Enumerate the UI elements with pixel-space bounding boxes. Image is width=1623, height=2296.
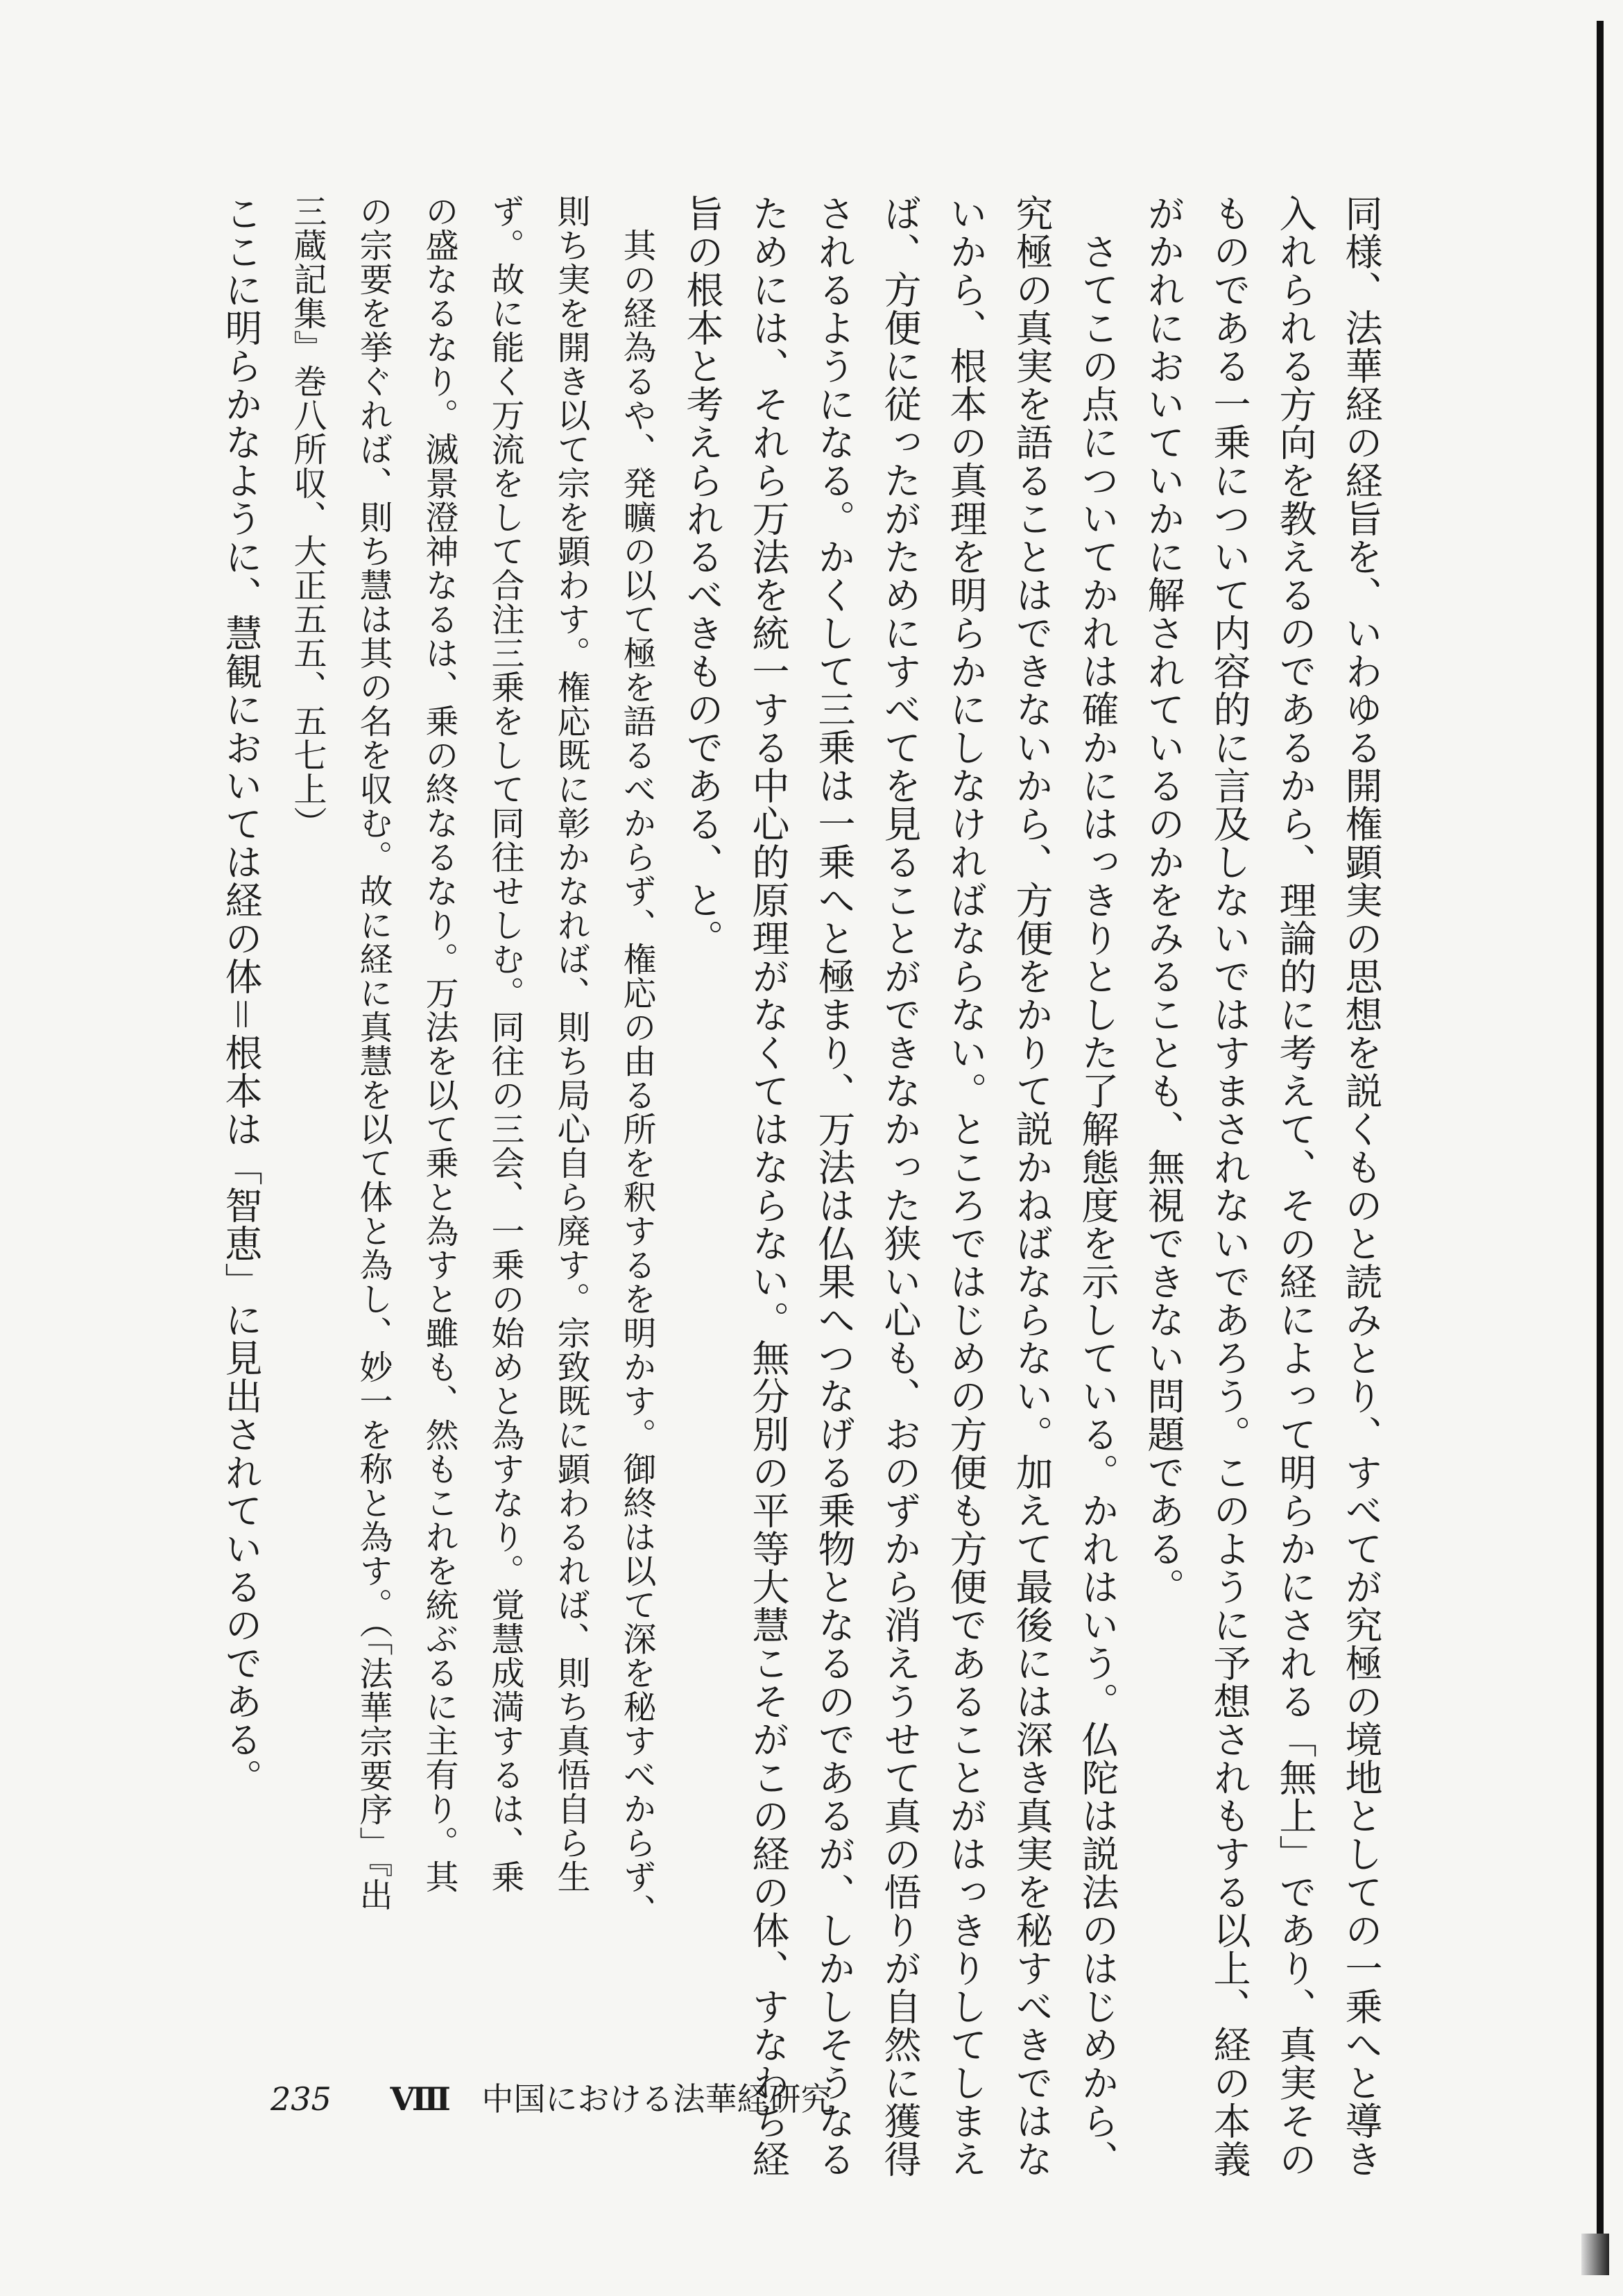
quote-line: 其の経為るや、発曠の以て極を語るべからず、権応の由る所を釈するを明かす。御終は以て深を秘すべからず、 xyxy=(617,194,656,1928)
page-number: 235 xyxy=(270,2080,332,2118)
text-line: 同様、法華経の経旨を、いわゆる開権顕実の思想を説くものと読みとり、すべてが究極の境地としての一乗へと導き xyxy=(1339,194,1383,2178)
text-line: さてこの点についてかれは確かにはっきりとした了解態度を示している。かれはいう。仏陀は説法のはじめから、 xyxy=(1076,194,1119,2178)
text-line: いから、根本の真理を明らかにしなければならない。ところではじめの方便も方便であることがはっきりしてしまえ xyxy=(944,194,988,2178)
quote-line: の宗要を挙ぐれば、則ち慧は其の名を収む。故に経に真慧を以て体と為し、妙一を称と為す。（「法華宗要序」『出 xyxy=(354,194,393,1912)
running-footer xyxy=(270,2074,832,2120)
quote-line: 則ち実を開き以て宗を顕わす。権応既に彰かなれば、則ち局心自ら廃す。宗致既に顕わるれば、則ち真悟自ら生 xyxy=(551,194,590,1894)
text-line: 究極の真実を語ることはできないから、方便をかりて説かねばならない。加えて最後には深き真実を秘すべきではな xyxy=(1010,194,1054,2178)
chapter-title: 中国における法華経研究 xyxy=(481,2080,833,2118)
text-line: がかれにおいていかに解されているのかをみることも、無視できない問題である。 xyxy=(1142,194,1185,1606)
quote-line: の盛なるなり。滅景澄神なるは、乗の終なるなり。万法を以て乗と為すと雖も、然もこれを統ぶるに主有り。其 xyxy=(420,194,458,1894)
text-line: ば、方便に従ったがためにすべてを見ることができなかった狭い心も、おのずから消えうせて真の悟りが自然に獲得 xyxy=(878,194,922,2178)
text-line: ものである一乗について内容的に言及しないではすまされないであろう。このように予想されもする以上、経の本義 xyxy=(1208,194,1251,2178)
page-edge-shadow xyxy=(1581,2234,1609,2275)
text-line: ためには、それら万法を統一する中心的原理がなくてはならない。無分別の平等大慧こそがこの経の体、すなわち経 xyxy=(746,194,790,2178)
quote-line: 三蔵記集』巻八所収、大正五五、五七上） xyxy=(288,194,327,840)
text-line: 旨の根本と考えられるべきものである、と。 xyxy=(680,194,724,957)
text-line: 入れられる方向を教えるのであるから、理論的に考えて、その経によって明らかにされる「無上」であり、真実その xyxy=(1273,194,1317,2178)
text-line: ここに明らかなように、慧観においては経の体＝根本は「智恵」に見出されているのである。 xyxy=(219,194,263,1797)
quote-line: ず。故に能く万流をして合注三乗をして同往せしむ。同往の三会、一乗の始めと為すなり。覚慧成満するは、乗 xyxy=(486,194,524,1894)
text-line: されるようになる。かくして三乗は一乗へと極まり、万法は仏果へつなげる乗物となるのであるが、しかしそうなる xyxy=(812,194,856,2178)
chapter-number: Ⅷ xyxy=(390,2080,451,2118)
page-edge-border xyxy=(1597,21,1604,2275)
